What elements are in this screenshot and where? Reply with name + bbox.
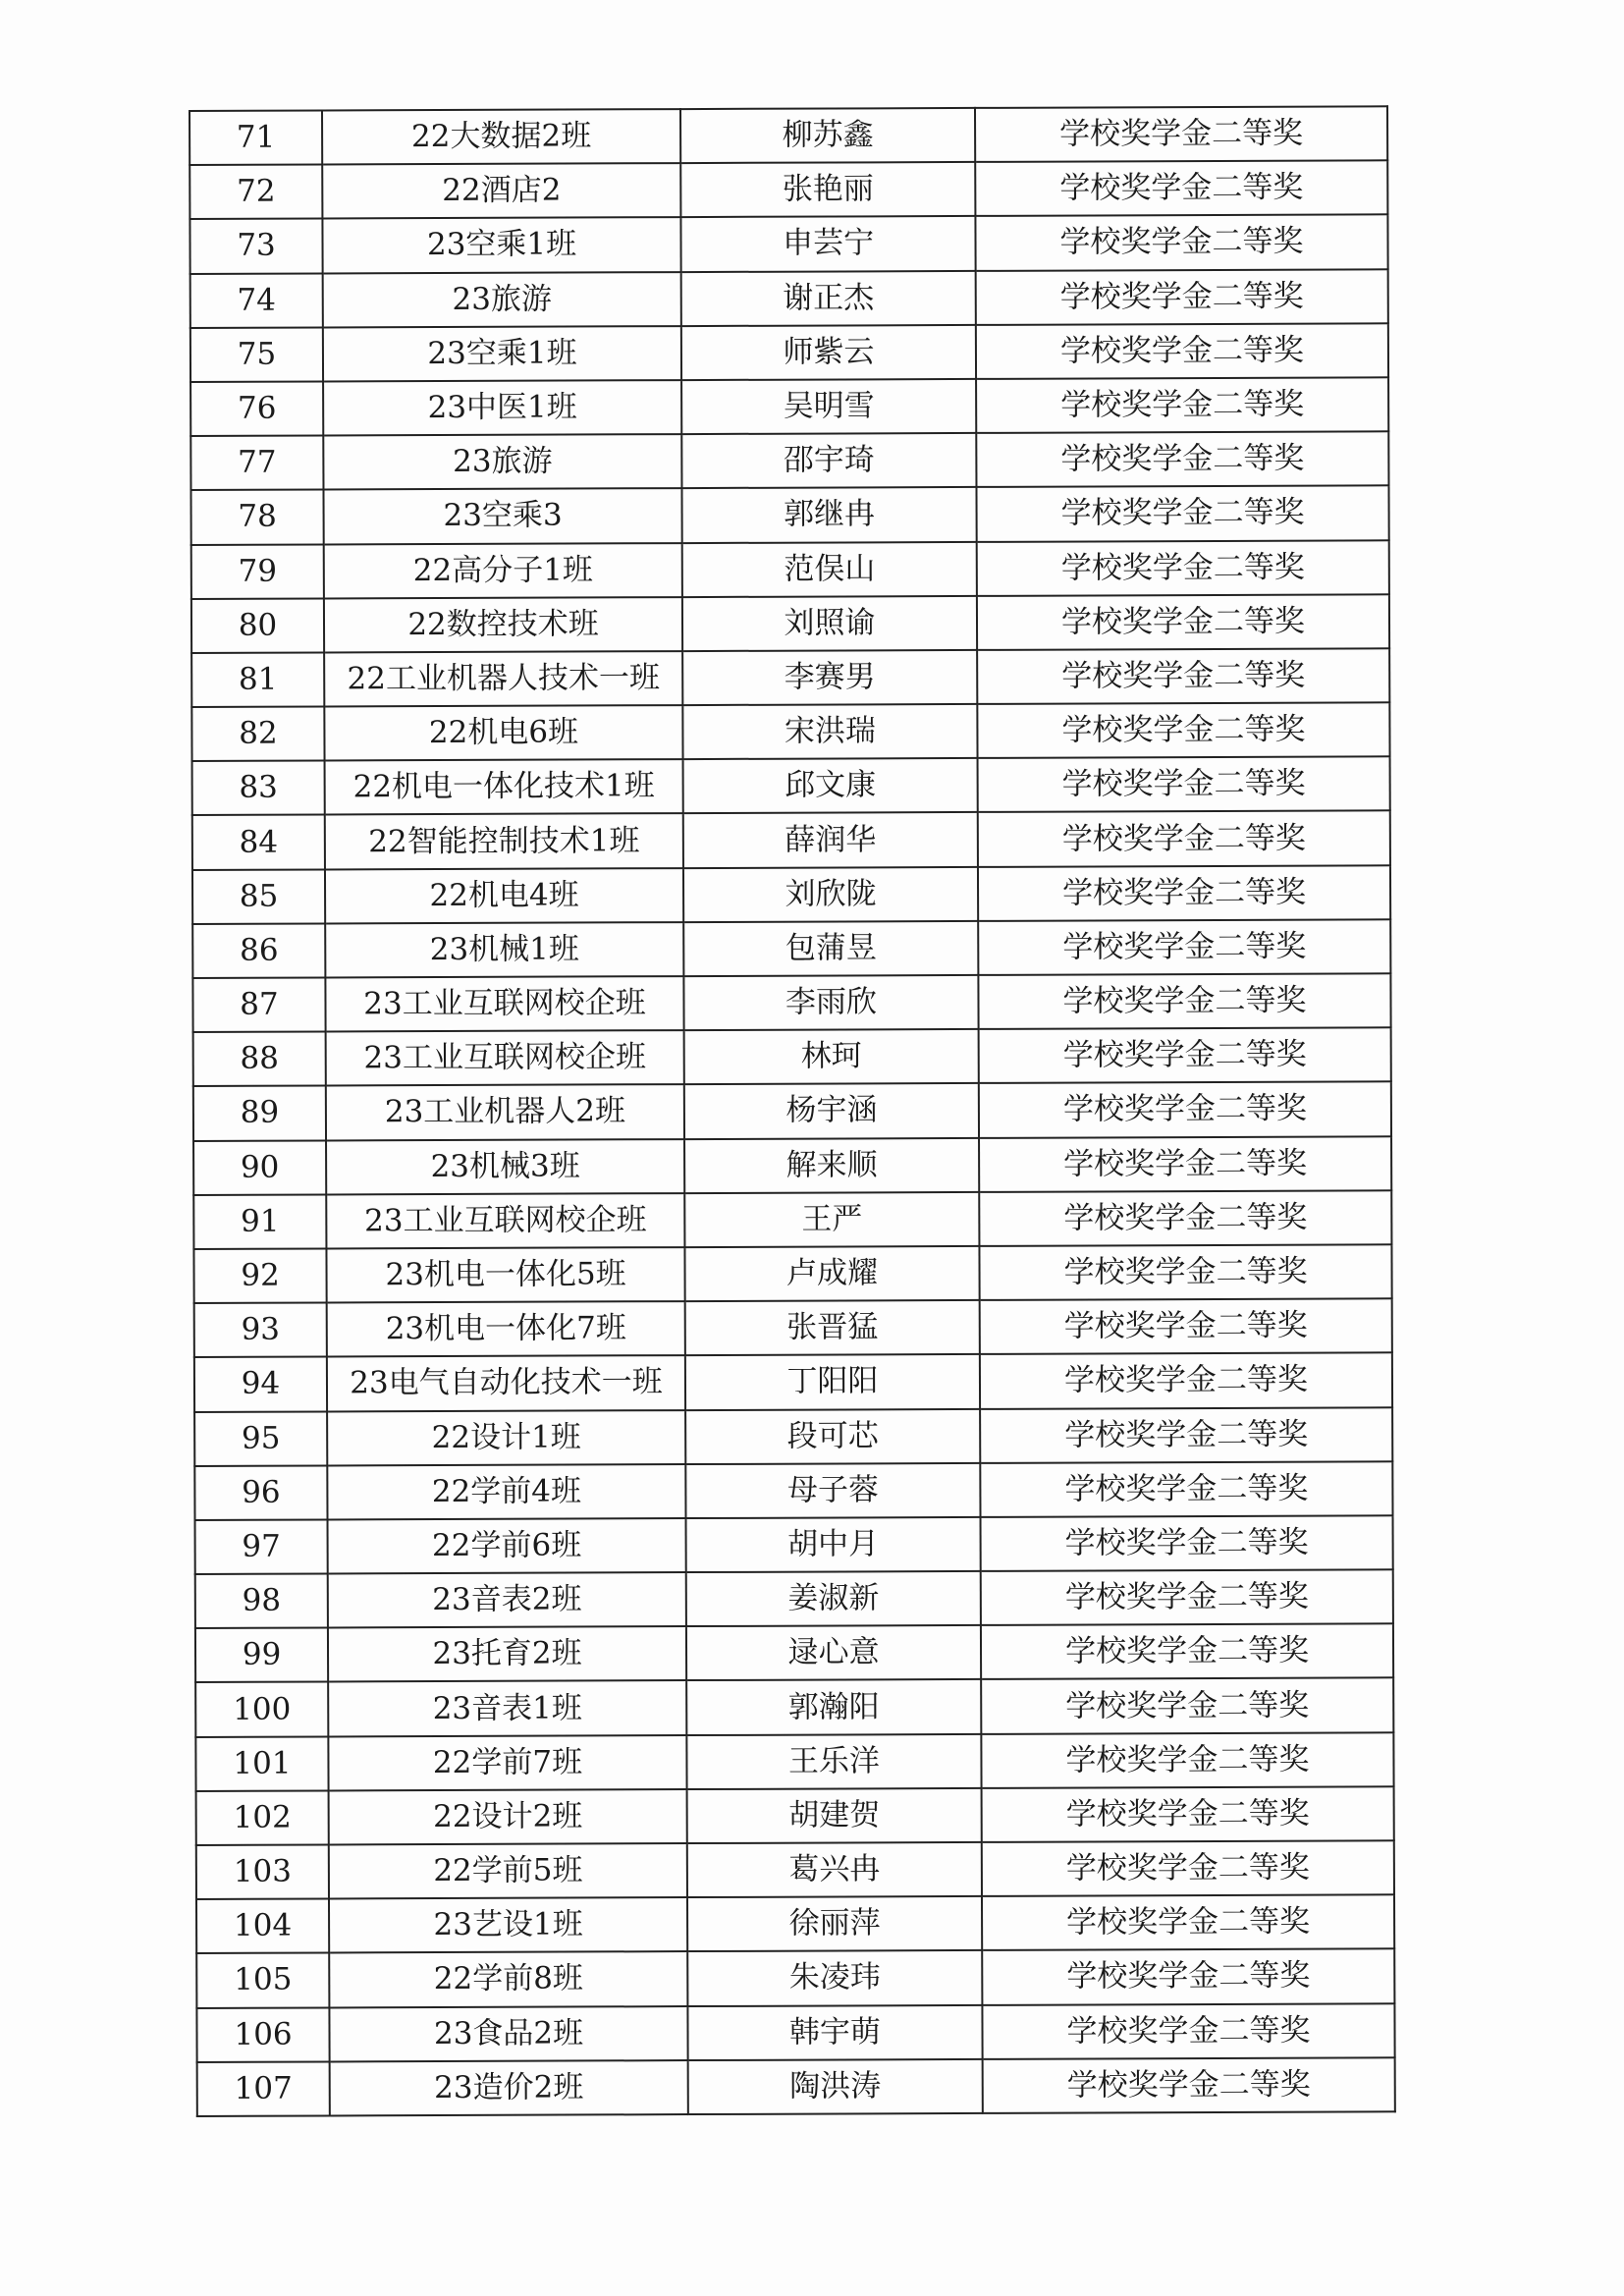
award-cell: 学校奖学金二等奖	[982, 1894, 1394, 1950]
award-list-table	[189, 105, 1396, 2117]
award-cell: 学校奖学金二等奖	[982, 2003, 1394, 2059]
table-row	[196, 1840, 1394, 1899]
student-name-cell: 范俣山	[682, 541, 977, 596]
student-name-cell: 徐丽萍	[687, 1896, 982, 1951]
table-row	[189, 106, 1387, 165]
row-number-cell: 73	[189, 219, 322, 274]
award-cell: 学校奖学金二等奖	[976, 431, 1388, 487]
student-name-cell: 葛兴冉	[687, 1842, 982, 1897]
award-cell: 学校奖学金二等奖	[975, 160, 1387, 216]
student-name-cell: 胡建贺	[687, 1788, 982, 1843]
student-name-cell: 刘照谕	[682, 596, 977, 651]
class-name-cell: 23工业互联网校企班	[326, 1193, 684, 1249]
row-number-cell: 91	[193, 1194, 326, 1249]
class-name-cell: 23音表1班	[328, 1681, 686, 1737]
class-name-cell: 23机械1班	[325, 922, 683, 978]
row-number-cell: 78	[190, 490, 323, 545]
table-row	[190, 269, 1388, 328]
row-number-cell: 87	[192, 977, 325, 1032]
table-row	[194, 1407, 1392, 1466]
table-row	[193, 1027, 1391, 1086]
award-cell: 学校奖学金二等奖	[980, 1298, 1392, 1354]
row-number-cell: 84	[192, 815, 325, 870]
row-number-cell: 97	[195, 1519, 328, 1574]
class-name-cell: 22机电4班	[325, 868, 683, 924]
table-row	[194, 1461, 1392, 1520]
class-name-cell: 22设计1班	[327, 1410, 685, 1466]
table-row	[192, 757, 1390, 816]
student-name-cell: 杨宇涵	[684, 1083, 979, 1138]
table-row	[193, 1244, 1391, 1303]
row-number-cell: 95	[194, 1411, 327, 1466]
student-name-cell: 郭继冉	[681, 487, 976, 542]
row-number-cell: 104	[196, 1899, 329, 1954]
row-number-cell: 86	[192, 923, 325, 978]
class-name-cell: 23机械3班	[326, 1139, 684, 1195]
class-name-cell: 23机电一体化5班	[326, 1247, 684, 1303]
award-cell: 学校奖学金二等奖	[981, 1732, 1393, 1788]
row-number-cell: 89	[193, 1086, 326, 1141]
student-name-cell: 解来顺	[684, 1137, 979, 1192]
table-row	[190, 323, 1388, 382]
table-body	[189, 106, 1395, 2116]
class-name-cell: 22设计2班	[329, 1789, 687, 1845]
student-name-cell: 刘欣陇	[683, 867, 978, 922]
table-row	[192, 973, 1390, 1032]
row-number-cell: 85	[192, 869, 325, 924]
class-name-cell: 23空乘3	[323, 488, 681, 544]
row-number-cell: 82	[191, 707, 324, 762]
table-row	[196, 1949, 1394, 2008]
student-name-cell: 朱凌玮	[687, 1950, 982, 2005]
class-name-cell: 22大数据2班	[322, 109, 680, 165]
table-row	[190, 486, 1388, 545]
row-number-cell: 94	[194, 1357, 327, 1412]
student-name-cell: 郭瀚阳	[686, 1679, 981, 1734]
table-row	[195, 1515, 1393, 1574]
student-name-cell: 薛润华	[683, 812, 978, 867]
student-name-cell: 逯心意	[686, 1625, 981, 1680]
row-number-cell: 81	[191, 652, 324, 707]
student-name-cell: 林珂	[684, 1029, 979, 1084]
row-number-cell: 71	[189, 110, 322, 165]
student-name-cell: 师紫云	[681, 325, 976, 380]
table-row	[192, 919, 1390, 978]
table-row	[191, 702, 1389, 761]
student-name-cell: 柳苏鑫	[680, 108, 975, 163]
row-number-cell: 100	[195, 1682, 328, 1737]
class-name-cell: 23空乘1班	[323, 326, 681, 382]
row-number-cell: 107	[197, 2061, 330, 2116]
table-row	[192, 811, 1390, 870]
row-number-cell: 102	[196, 1790, 329, 1845]
award-cell: 学校奖学金二等奖	[978, 865, 1390, 921]
table-row	[195, 1624, 1393, 1683]
table-row	[191, 594, 1389, 653]
student-name-cell: 丁阳阳	[685, 1354, 980, 1409]
award-cell: 学校奖学金二等奖	[976, 486, 1388, 542]
award-cell: 学校奖学金二等奖	[981, 1624, 1393, 1680]
table-row	[192, 865, 1390, 924]
row-number-cell: 103	[196, 1844, 329, 1899]
award-cell: 学校奖学金二等奖	[983, 2057, 1395, 2113]
class-name-cell: 22学前6班	[328, 1518, 686, 1574]
class-name-cell: 23托育2班	[328, 1626, 686, 1682]
class-name-cell: 23机电一体化7班	[327, 1301, 685, 1357]
student-name-cell: 邱文康	[683, 758, 978, 813]
row-number-cell: 72	[189, 165, 322, 220]
table-row	[195, 1569, 1393, 1628]
class-name-cell: 22工业机器人技术一班	[324, 651, 682, 707]
table-row	[196, 1786, 1394, 1845]
student-name-cell: 姜淑新	[686, 1571, 981, 1626]
student-name-cell: 包蒲昱	[683, 921, 978, 976]
row-number-cell: 92	[193, 1248, 326, 1303]
row-number-cell: 90	[193, 1140, 326, 1195]
table-row	[189, 215, 1387, 274]
class-name-cell: 22机电一体化技术1班	[325, 759, 683, 815]
class-name-cell: 23工业互联网校企班	[326, 1030, 684, 1086]
student-name-cell: 张艳丽	[680, 162, 975, 217]
row-number-cell: 106	[196, 2007, 329, 2062]
award-cell: 学校奖学金二等奖	[977, 702, 1389, 758]
award-cell: 学校奖学金二等奖	[977, 594, 1389, 650]
class-name-cell: 22学前8班	[329, 1951, 687, 2007]
award-cell: 学校奖学金二等奖	[975, 106, 1387, 162]
student-name-cell: 李赛男	[682, 650, 977, 705]
class-name-cell: 22数控技术班	[324, 597, 682, 653]
table-row	[193, 1082, 1391, 1141]
class-name-cell: 23空乘1班	[322, 217, 680, 273]
award-cell: 学校奖学金二等奖	[982, 1949, 1394, 2005]
table-row	[196, 1894, 1394, 1953]
award-cell: 学校奖学金二等奖	[980, 1461, 1392, 1517]
class-name-cell: 22学前5班	[329, 1843, 687, 1899]
award-cell: 学校奖学金二等奖	[982, 1840, 1394, 1896]
class-name-cell: 23音表2班	[328, 1572, 686, 1628]
student-name-cell: 申芸宁	[680, 216, 975, 271]
class-name-cell: 22学前4班	[327, 1464, 685, 1520]
row-number-cell: 88	[193, 1032, 326, 1087]
table-row	[194, 1353, 1392, 1412]
award-cell: 学校奖学金二等奖	[977, 648, 1389, 704]
row-number-cell: 83	[192, 761, 325, 816]
row-number-cell: 93	[194, 1303, 327, 1358]
student-name-cell: 胡中月	[686, 1517, 981, 1572]
class-name-cell: 23工业互联网校企班	[325, 976, 683, 1032]
class-name-cell: 22学前7班	[328, 1735, 686, 1791]
award-cell: 学校奖学金二等奖	[982, 1786, 1394, 1842]
class-name-cell: 23旅游	[323, 272, 681, 328]
class-name-cell: 23工业机器人2班	[326, 1084, 684, 1140]
row-number-cell: 96	[194, 1465, 327, 1520]
row-number-cell: 98	[195, 1574, 328, 1629]
award-cell: 学校奖学金二等奖	[976, 377, 1388, 433]
award-cell: 学校奖学金二等奖	[979, 1082, 1391, 1138]
row-number-cell: 101	[195, 1736, 328, 1791]
class-name-cell: 22高分子1班	[324, 543, 682, 599]
award-cell: 学校奖学金二等奖	[981, 1678, 1393, 1734]
award-cell: 学校奖学金二等奖	[976, 269, 1388, 325]
student-name-cell: 陶洪涛	[688, 2059, 983, 2114]
student-name-cell: 邵宇琦	[681, 433, 976, 488]
student-name-cell: 张晋猛	[685, 1300, 980, 1355]
class-name-cell: 22智能控制技术1班	[325, 814, 683, 870]
row-number-cell: 80	[191, 598, 324, 653]
table-row	[191, 540, 1389, 599]
award-cell: 学校奖学金二等奖	[977, 540, 1389, 596]
award-cell: 学校奖学金二等奖	[980, 1407, 1392, 1463]
award-cell: 学校奖学金二等奖	[980, 1353, 1392, 1409]
class-name-cell: 22机电6班	[324, 705, 682, 761]
student-name-cell: 王乐洋	[686, 1734, 981, 1789]
award-cell: 学校奖学金二等奖	[978, 757, 1390, 813]
award-cell: 学校奖学金二等奖	[978, 919, 1390, 975]
class-name-cell: 23造价2班	[330, 2060, 688, 2116]
award-cell: 学校奖学金二等奖	[981, 1515, 1393, 1571]
award-cell: 学校奖学金二等奖	[978, 973, 1390, 1029]
row-number-cell: 77	[190, 436, 323, 491]
class-name-cell: 23电气自动化技术一班	[327, 1355, 685, 1411]
student-name-cell: 韩宇萌	[687, 2004, 982, 2059]
table-row	[189, 160, 1387, 219]
table-row	[190, 377, 1388, 436]
table-row	[195, 1678, 1393, 1737]
table-row	[195, 1732, 1393, 1791]
student-name-cell: 宋洪瑞	[682, 704, 977, 759]
award-cell: 学校奖学金二等奖	[979, 1136, 1391, 1192]
table-row	[191, 648, 1389, 707]
table-row	[196, 2003, 1394, 2062]
table-row	[193, 1190, 1391, 1249]
class-name-cell: 23中医1班	[323, 380, 681, 436]
award-cell: 学校奖学金二等奖	[979, 1244, 1391, 1300]
award-cell: 学校奖学金二等奖	[981, 1569, 1393, 1625]
student-name-cell: 吴明雪	[681, 379, 976, 434]
class-name-cell: 23艺设1班	[329, 1897, 687, 1953]
award-cell: 学校奖学金二等奖	[978, 811, 1390, 867]
row-number-cell: 105	[196, 1953, 329, 2008]
student-name-cell: 谢正杰	[681, 270, 976, 325]
student-name-cell: 母子蓉	[685, 1463, 980, 1518]
student-name-cell: 段可芯	[685, 1408, 980, 1463]
student-name-cell: 王严	[684, 1192, 979, 1247]
row-number-cell: 79	[191, 544, 324, 599]
award-cell: 学校奖学金二等奖	[979, 1190, 1391, 1246]
row-number-cell: 74	[190, 273, 323, 328]
row-number-cell: 75	[190, 327, 323, 382]
class-name-cell: 23食品2班	[329, 2006, 687, 2062]
row-number-cell: 76	[190, 381, 323, 436]
table-row	[194, 1298, 1392, 1357]
table-row	[197, 2057, 1395, 2116]
student-name-cell: 李雨欣	[683, 975, 978, 1030]
student-name-cell: 卢成耀	[684, 1246, 979, 1301]
row-number-cell: 99	[195, 1628, 328, 1683]
class-name-cell: 23旅游	[323, 434, 681, 490]
award-cell: 学校奖学金二等奖	[975, 215, 1387, 271]
table-row	[190, 431, 1388, 490]
award-cell: 学校奖学金二等奖	[979, 1027, 1391, 1083]
award-cell: 学校奖学金二等奖	[976, 323, 1388, 379]
class-name-cell: 22酒店2	[322, 163, 680, 219]
table-row	[193, 1136, 1391, 1195]
